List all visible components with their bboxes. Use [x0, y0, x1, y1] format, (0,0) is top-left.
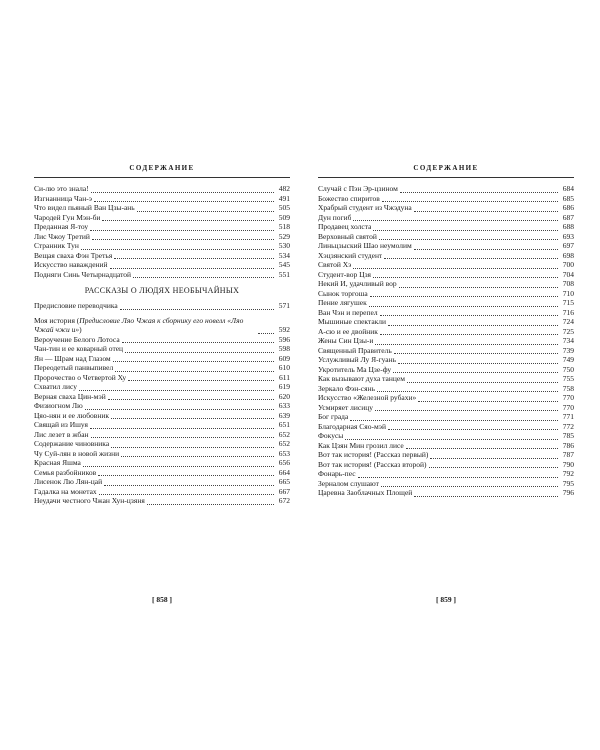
- toc-entry[interactable]: [34, 468, 290, 478]
- toc-entry-title: Моя история (Предисловие Ляо Чжая к сборнику его новелл «Ляо Чжай чжи и»): [34, 315, 244, 334]
- toc-entry-page: 785: [562, 431, 574, 440]
- toc-entry-title: Ван Чэн и перепел: [318, 307, 378, 317]
- toc-entry[interactable]: [318, 365, 574, 375]
- toc-entry-title: Фонарь-пес: [318, 469, 356, 478]
- toc-entry-page: 686: [562, 203, 574, 212]
- toc-entry-title: Чан-тин и ее коварный отец: [34, 344, 124, 353]
- leader-dots: [110, 262, 274, 269]
- leader-dots: [414, 490, 558, 497]
- toc-entry-page: 749: [562, 355, 574, 364]
- toc-entry-page: 667: [278, 486, 290, 496]
- toc-entry[interactable]: [318, 393, 574, 403]
- leader-dots: [384, 252, 558, 259]
- toc-entry[interactable]: [34, 477, 290, 487]
- leader-dots: [375, 338, 558, 345]
- toc-entry-page: 482: [278, 184, 290, 193]
- toc-list: [318, 184, 574, 498]
- toc-entry-page: 755: [562, 374, 574, 383]
- toc-entry[interactable]: [34, 363, 290, 373]
- leader-dots: [370, 290, 558, 297]
- leader-dots: [122, 336, 274, 343]
- toc-entry-page: 491: [278, 193, 290, 203]
- toc-entry[interactable]: [318, 251, 574, 261]
- toc-entry-title: Физиогном Лю: [34, 401, 83, 410]
- toc-entry-page: 698: [562, 250, 574, 260]
- leader-dots: [399, 281, 558, 288]
- toc-entry[interactable]: [318, 450, 574, 460]
- leader-dots: [128, 374, 274, 381]
- leader-dots: [429, 461, 558, 468]
- toc-entry[interactable]: [318, 308, 574, 318]
- toc-entry-page: 620: [278, 391, 290, 401]
- leader-dots: [104, 479, 274, 486]
- toc-entry-page: 652: [278, 429, 290, 439]
- leader-dots: [115, 365, 274, 372]
- toc-entry-page: 505: [278, 203, 290, 212]
- leader-dots: [85, 403, 274, 410]
- toc-entry-title: Переодетый панвыпивел: [34, 363, 114, 372]
- toc-entry-page: 664: [278, 467, 290, 477]
- leader-dots: [111, 441, 274, 448]
- toc-entry-title: Вещая сваха Фэн Третья: [34, 250, 113, 260]
- toc-entry[interactable]: [34, 496, 290, 506]
- leader-dots: [369, 300, 558, 307]
- toc-entry[interactable]: [34, 354, 290, 364]
- toc-entry[interactable]: [34, 203, 290, 213]
- toc-entry-page: 633: [278, 401, 290, 410]
- toc-entry-title: Странник Тун: [34, 241, 79, 250]
- toc-entry-page: 771: [562, 412, 574, 421]
- toc-entry-page: 685: [562, 193, 574, 203]
- toc-entry[interactable]: [318, 222, 574, 232]
- toc-entry-page: 656: [278, 458, 290, 467]
- leader-dots: [379, 233, 558, 240]
- toc-entry[interactable]: [318, 488, 574, 498]
- toc-entry[interactable]: [34, 458, 290, 468]
- toc-entry-title: Бог града: [318, 412, 349, 421]
- toc-entry-page: 653: [278, 448, 290, 458]
- toc-entry-title: Чу Суй-лян в новой жизни: [34, 448, 120, 458]
- leader-dots: [398, 357, 558, 364]
- leader-dots: [114, 252, 274, 259]
- toc-entry-page: 787: [562, 450, 574, 459]
- toc-entry[interactable]: [34, 392, 290, 402]
- toc-entry-title: Жены Син Цзы-и: [318, 336, 374, 345]
- leader-dots: [394, 347, 558, 354]
- toc-entry[interactable]: [318, 203, 574, 213]
- toc-entry-title: Вот так история! (Рассказ первый): [318, 450, 429, 459]
- toc-entry-title: Услужливый Лу Я-гуань: [318, 355, 397, 364]
- toc-entry[interactable]: [34, 241, 290, 251]
- leader-dots: [91, 186, 274, 193]
- page-number: [ 858 ]: [152, 595, 172, 604]
- leader-dots: [102, 214, 274, 221]
- leader-dots: [400, 186, 558, 193]
- toc-entry-title: Как Цзян Мин грозил лисе: [318, 440, 404, 450]
- toc-entry[interactable]: [318, 327, 574, 337]
- toc-entry-page: 509: [278, 212, 290, 222]
- toc-entry-title: Пение лягушек: [318, 298, 367, 307]
- toc-entry-title: Божество спиритов: [318, 193, 380, 203]
- leader-dots: [258, 327, 274, 334]
- header-rule: [34, 177, 290, 178]
- toc-entry-title: Зеркало Фэн-сянь: [318, 383, 375, 393]
- toc-entry[interactable]: [34, 449, 290, 459]
- toc-entry[interactable]: [34, 439, 290, 449]
- leader-dots: [90, 422, 274, 429]
- toc-entry-title: Преданная Я-тоу: [34, 222, 89, 231]
- toc-entry[interactable]: [318, 479, 574, 489]
- toc-entry-title: Продавец холста: [318, 222, 372, 231]
- toc-entry[interactable]: [34, 430, 290, 440]
- leader-dots: [375, 404, 558, 411]
- toc-entry-title: Схватил лису: [34, 382, 77, 391]
- leader-dots: [418, 395, 558, 402]
- toc-entry[interactable]: [34, 251, 290, 261]
- toc-entry-page: 724: [562, 317, 574, 326]
- toc-entry[interactable]: [318, 336, 574, 346]
- toc-entry-page: 715: [562, 298, 574, 307]
- toc-entry-title: Гадалка на монетах: [34, 486, 97, 496]
- toc-entry-title: Подняги Синь Четырнадцатой: [34, 269, 132, 279]
- toc-entry-page: 665: [278, 477, 290, 486]
- toc-entry-title: Си-лю это знала!: [34, 184, 89, 193]
- toc-entry-page: 609: [278, 353, 290, 363]
- toc-entry[interactable]: [34, 411, 290, 421]
- toc-entry-page: 684: [562, 184, 574, 193]
- toc-entry-title: Усмиряет лисицу: [318, 402, 374, 412]
- leader-dots: [414, 243, 558, 250]
- leader-dots: [120, 303, 274, 310]
- toc-entry[interactable]: [34, 401, 290, 411]
- toc-entry-title: Содержание чиновника: [34, 439, 110, 448]
- toc-entry-page: 790: [562, 459, 574, 469]
- toc-entry-title: Красная Яшма: [34, 458, 81, 467]
- toc-entry-page: 734: [562, 336, 574, 345]
- leader-dots: [373, 271, 558, 278]
- leader-dots: [381, 480, 558, 487]
- toc-entry-page: 700: [562, 260, 574, 269]
- toc-entry-title: Верховный святой: [318, 231, 377, 241]
- toc-entry-page: 786: [562, 440, 574, 450]
- toc-entry[interactable]: [318, 403, 574, 413]
- toc-entry[interactable]: [318, 441, 574, 451]
- toc-entry[interactable]: [318, 232, 574, 242]
- toc-entry[interactable]: [318, 213, 574, 223]
- toc-entry-page: 529: [278, 231, 290, 241]
- leader-dots: [377, 385, 558, 392]
- toc-entry-page: 770: [562, 402, 574, 412]
- leader-dots: [350, 414, 558, 421]
- leader-dots: [137, 205, 274, 212]
- leader-dots: [113, 355, 274, 362]
- toc-entry-page: 571: [278, 301, 290, 310]
- toc-entry-page: 545: [278, 260, 290, 269]
- toc-entry-title: Сынок торгоша: [318, 288, 368, 298]
- toc-entry-title: А-сю и ее двойник: [318, 326, 378, 336]
- page-header: СОДЕРЖАНИЕ: [413, 164, 479, 172]
- toc-entry[interactable]: [318, 355, 574, 365]
- leader-dots: [358, 471, 558, 478]
- right-page: [318, 163, 574, 604]
- leader-dots: [125, 346, 274, 353]
- toc-entry-page: 770: [562, 393, 574, 402]
- toc-entry-title: Линьцзыский Шао неумолим: [318, 241, 412, 250]
- leader-dots: [345, 433, 558, 440]
- toc-entry-page: 792: [562, 469, 574, 478]
- toc-entry-page: 796: [562, 488, 574, 497]
- toc-entry-page: 716: [562, 307, 574, 317]
- toc-entry[interactable]: [318, 431, 574, 441]
- toc-entry-page: 697: [562, 241, 574, 250]
- toc-entry-page: 598: [278, 344, 290, 353]
- toc-entry[interactable]: [318, 460, 574, 470]
- toc-entry-title: Искусство наваждений: [34, 260, 108, 269]
- toc-entry-title: Цяо-нян и ее любовник: [34, 410, 110, 420]
- toc-entry[interactable]: [318, 279, 574, 289]
- leader-dots: [94, 195, 274, 202]
- toc-entry-page: 610: [278, 363, 290, 372]
- toc-entry[interactable]: [34, 232, 290, 242]
- toc-entry-title: Предисловие переводчика: [34, 301, 118, 310]
- toc-entry[interactable]: [318, 241, 574, 251]
- toc-entry-page: 772: [562, 421, 574, 431]
- toc-entry-page: 534: [278, 250, 290, 260]
- leader-dots: [373, 224, 558, 231]
- leader-dots: [90, 224, 274, 231]
- toc-entry-title: Благодарная Сяо-мэй: [318, 421, 387, 431]
- toc-entry-title: Вот так история! (Рассказ второй): [318, 459, 427, 469]
- toc-entry-page: 596: [278, 334, 290, 344]
- toc-entry-page: 708: [562, 279, 574, 288]
- section-title: РАССКАЗЫ О ЛЮДЯХ НЕОБЫЧАЙНЫХ: [84, 286, 240, 295]
- toc-entry-title: Случай с Пэн Эр-цзином: [318, 184, 398, 193]
- toc-entry-title: Храбрый студент из Чжэдуна: [318, 203, 412, 212]
- toc-entry-title: Чародей Гун Мэн-би: [34, 212, 101, 222]
- toc-entry-title: Как вызывают духа танцем: [318, 374, 405, 383]
- toc-entry-page: 592: [278, 325, 290, 334]
- leader-dots: [121, 450, 274, 457]
- leader-dots: [393, 366, 558, 373]
- toc-entry[interactable]: [34, 487, 290, 497]
- leader-dots: [388, 423, 558, 430]
- toc-entry-title: Мышиные спектакли: [318, 317, 387, 326]
- toc-entry-title: Ян — Шрам над Глазом: [34, 353, 111, 363]
- toc-entry-title: Хэцзянский студент: [318, 250, 383, 260]
- leader-dots: [414, 205, 558, 212]
- toc-entry[interactable]: [318, 298, 574, 308]
- toc-entry-title: Лис лезет в жбан: [34, 429, 89, 439]
- toc-entry[interactable]: [34, 382, 290, 392]
- toc-entry-title: Царевна Заоблачных Площей: [318, 488, 413, 497]
- toc-entry-title: Пророчество о Четвертой Ху: [34, 372, 127, 382]
- toc-list: [34, 184, 290, 506]
- toc-entry[interactable]: [318, 346, 574, 356]
- toc-entry-page: 551: [278, 269, 290, 279]
- toc-entry-page: 611: [279, 372, 290, 382]
- toc-entry-page: 652: [278, 439, 290, 448]
- toc-entry[interactable]: [318, 317, 574, 327]
- toc-entry-page: 710: [562, 288, 574, 298]
- toc-entry[interactable]: [318, 412, 574, 422]
- toc-entry[interactable]: [318, 469, 574, 479]
- leader-dots: [382, 195, 558, 202]
- toc-entry-title: Что видел пьяный Ван Цзы-ань: [34, 203, 135, 212]
- toc-entry-page: 739: [562, 345, 574, 355]
- toc-entry[interactable]: [34, 270, 290, 280]
- toc-entry[interactable]: [318, 184, 574, 194]
- toc-entry[interactable]: [318, 384, 574, 394]
- leader-dots: [83, 460, 274, 467]
- leader-dots: [380, 309, 558, 316]
- leader-dots: [147, 498, 274, 505]
- leader-dots: [430, 452, 558, 459]
- leader-dots: [79, 384, 274, 391]
- leader-dots: [99, 488, 274, 495]
- leader-dots: [353, 214, 558, 221]
- toc-entry-page: 639: [278, 410, 290, 420]
- toc-entry-title: Изгнанница Чан-э: [34, 193, 92, 203]
- toc-entry-page: 693: [562, 231, 574, 241]
- toc-entry-title: Неудачи честного Чжан Хун-цзяня: [34, 496, 145, 505]
- page-header: СОДЕРЖАНИЕ: [129, 164, 195, 172]
- toc-entry-page: 758: [562, 383, 574, 393]
- toc-entry[interactable]: [34, 194, 290, 204]
- toc-entry-page: 725: [562, 326, 574, 336]
- leader-dots: [98, 469, 274, 476]
- toc-entry-title: Свящай из Ишуя: [34, 420, 88, 429]
- toc-entry-title: Дун погиб: [318, 212, 352, 222]
- toc-entry-title: Святой Хэ: [318, 260, 352, 269]
- header-rule: [318, 177, 574, 178]
- toc-entry-title: Искусство «Железной рубахи»: [318, 393, 417, 402]
- toc-entry-title: Священный Правитель: [318, 345, 392, 355]
- toc-entry[interactable]: [34, 373, 290, 383]
- toc-entry[interactable]: [318, 289, 574, 299]
- toc-entry-page: 518: [278, 222, 290, 231]
- toc-entry[interactable]: [34, 301, 290, 311]
- toc-entry[interactable]: [34, 316, 290, 335]
- toc-entry-page: 651: [278, 420, 290, 429]
- leader-dots: [407, 376, 558, 383]
- toc-entry-title: Верная сваха Цин-мэй: [34, 391, 106, 401]
- left-page: [34, 163, 290, 604]
- toc-entry[interactable]: [318, 270, 574, 280]
- toc-entry-page: 750: [562, 364, 574, 374]
- toc-entry-title: Фокусы: [318, 431, 344, 440]
- toc-entry[interactable]: [34, 260, 290, 270]
- leader-dots: [91, 431, 274, 438]
- leader-dots: [388, 319, 558, 326]
- toc-entry[interactable]: [318, 374, 574, 384]
- leader-dots: [133, 271, 274, 278]
- leader-dots: [380, 328, 558, 335]
- toc-entry-subtitle: Предисловие Ляо Чжая к сборнику его новелл «Ляо Чжай чжи и»: [34, 315, 244, 334]
- leader-dots: [92, 233, 274, 240]
- toc-entry-page: 688: [562, 222, 574, 231]
- toc-entry-title: Зерналом слушают: [318, 478, 379, 488]
- toc-entry-page: 530: [278, 241, 290, 250]
- toc-entry[interactable]: [34, 420, 290, 430]
- toc-entry-page: 619: [278, 382, 290, 391]
- leader-dots: [406, 442, 558, 449]
- toc-entry-title: Семья разбойников: [34, 467, 97, 477]
- toc-entry-title: Лисенок Лю Лян-цай: [34, 477, 103, 486]
- leader-dots: [111, 412, 274, 419]
- toc-entry-page: 704: [562, 269, 574, 279]
- leader-dots: [81, 243, 274, 250]
- leader-dots: [108, 393, 274, 400]
- toc-entry[interactable]: [34, 213, 290, 223]
- toc-entry[interactable]: [318, 422, 574, 432]
- toc-entry-title: Студент-вор Цзя: [318, 269, 371, 279]
- toc-entry-title: Некий И, удачливый вор: [318, 279, 397, 288]
- toc-entry[interactable]: [34, 344, 290, 354]
- toc-entry[interactable]: [318, 194, 574, 204]
- leader-dots: [353, 262, 558, 269]
- toc-entry-page: 687: [562, 212, 574, 222]
- toc-entry[interactable]: [34, 222, 290, 232]
- toc-entry[interactable]: [318, 260, 574, 270]
- toc-entry-title: Лис Чжоу Третий: [34, 231, 90, 241]
- page-number: [ 859 ]: [436, 595, 456, 604]
- toc-entry-title: Вероучение Белого Лотоса: [34, 334, 120, 344]
- toc-entry-title: Укротитель Ма Цзе-фу: [318, 364, 392, 374]
- toc-entry[interactable]: [34, 335, 290, 345]
- toc-entry-page: 672: [278, 496, 290, 505]
- toc-entry[interactable]: [34, 184, 290, 194]
- toc-entry-page: 795: [562, 478, 574, 488]
